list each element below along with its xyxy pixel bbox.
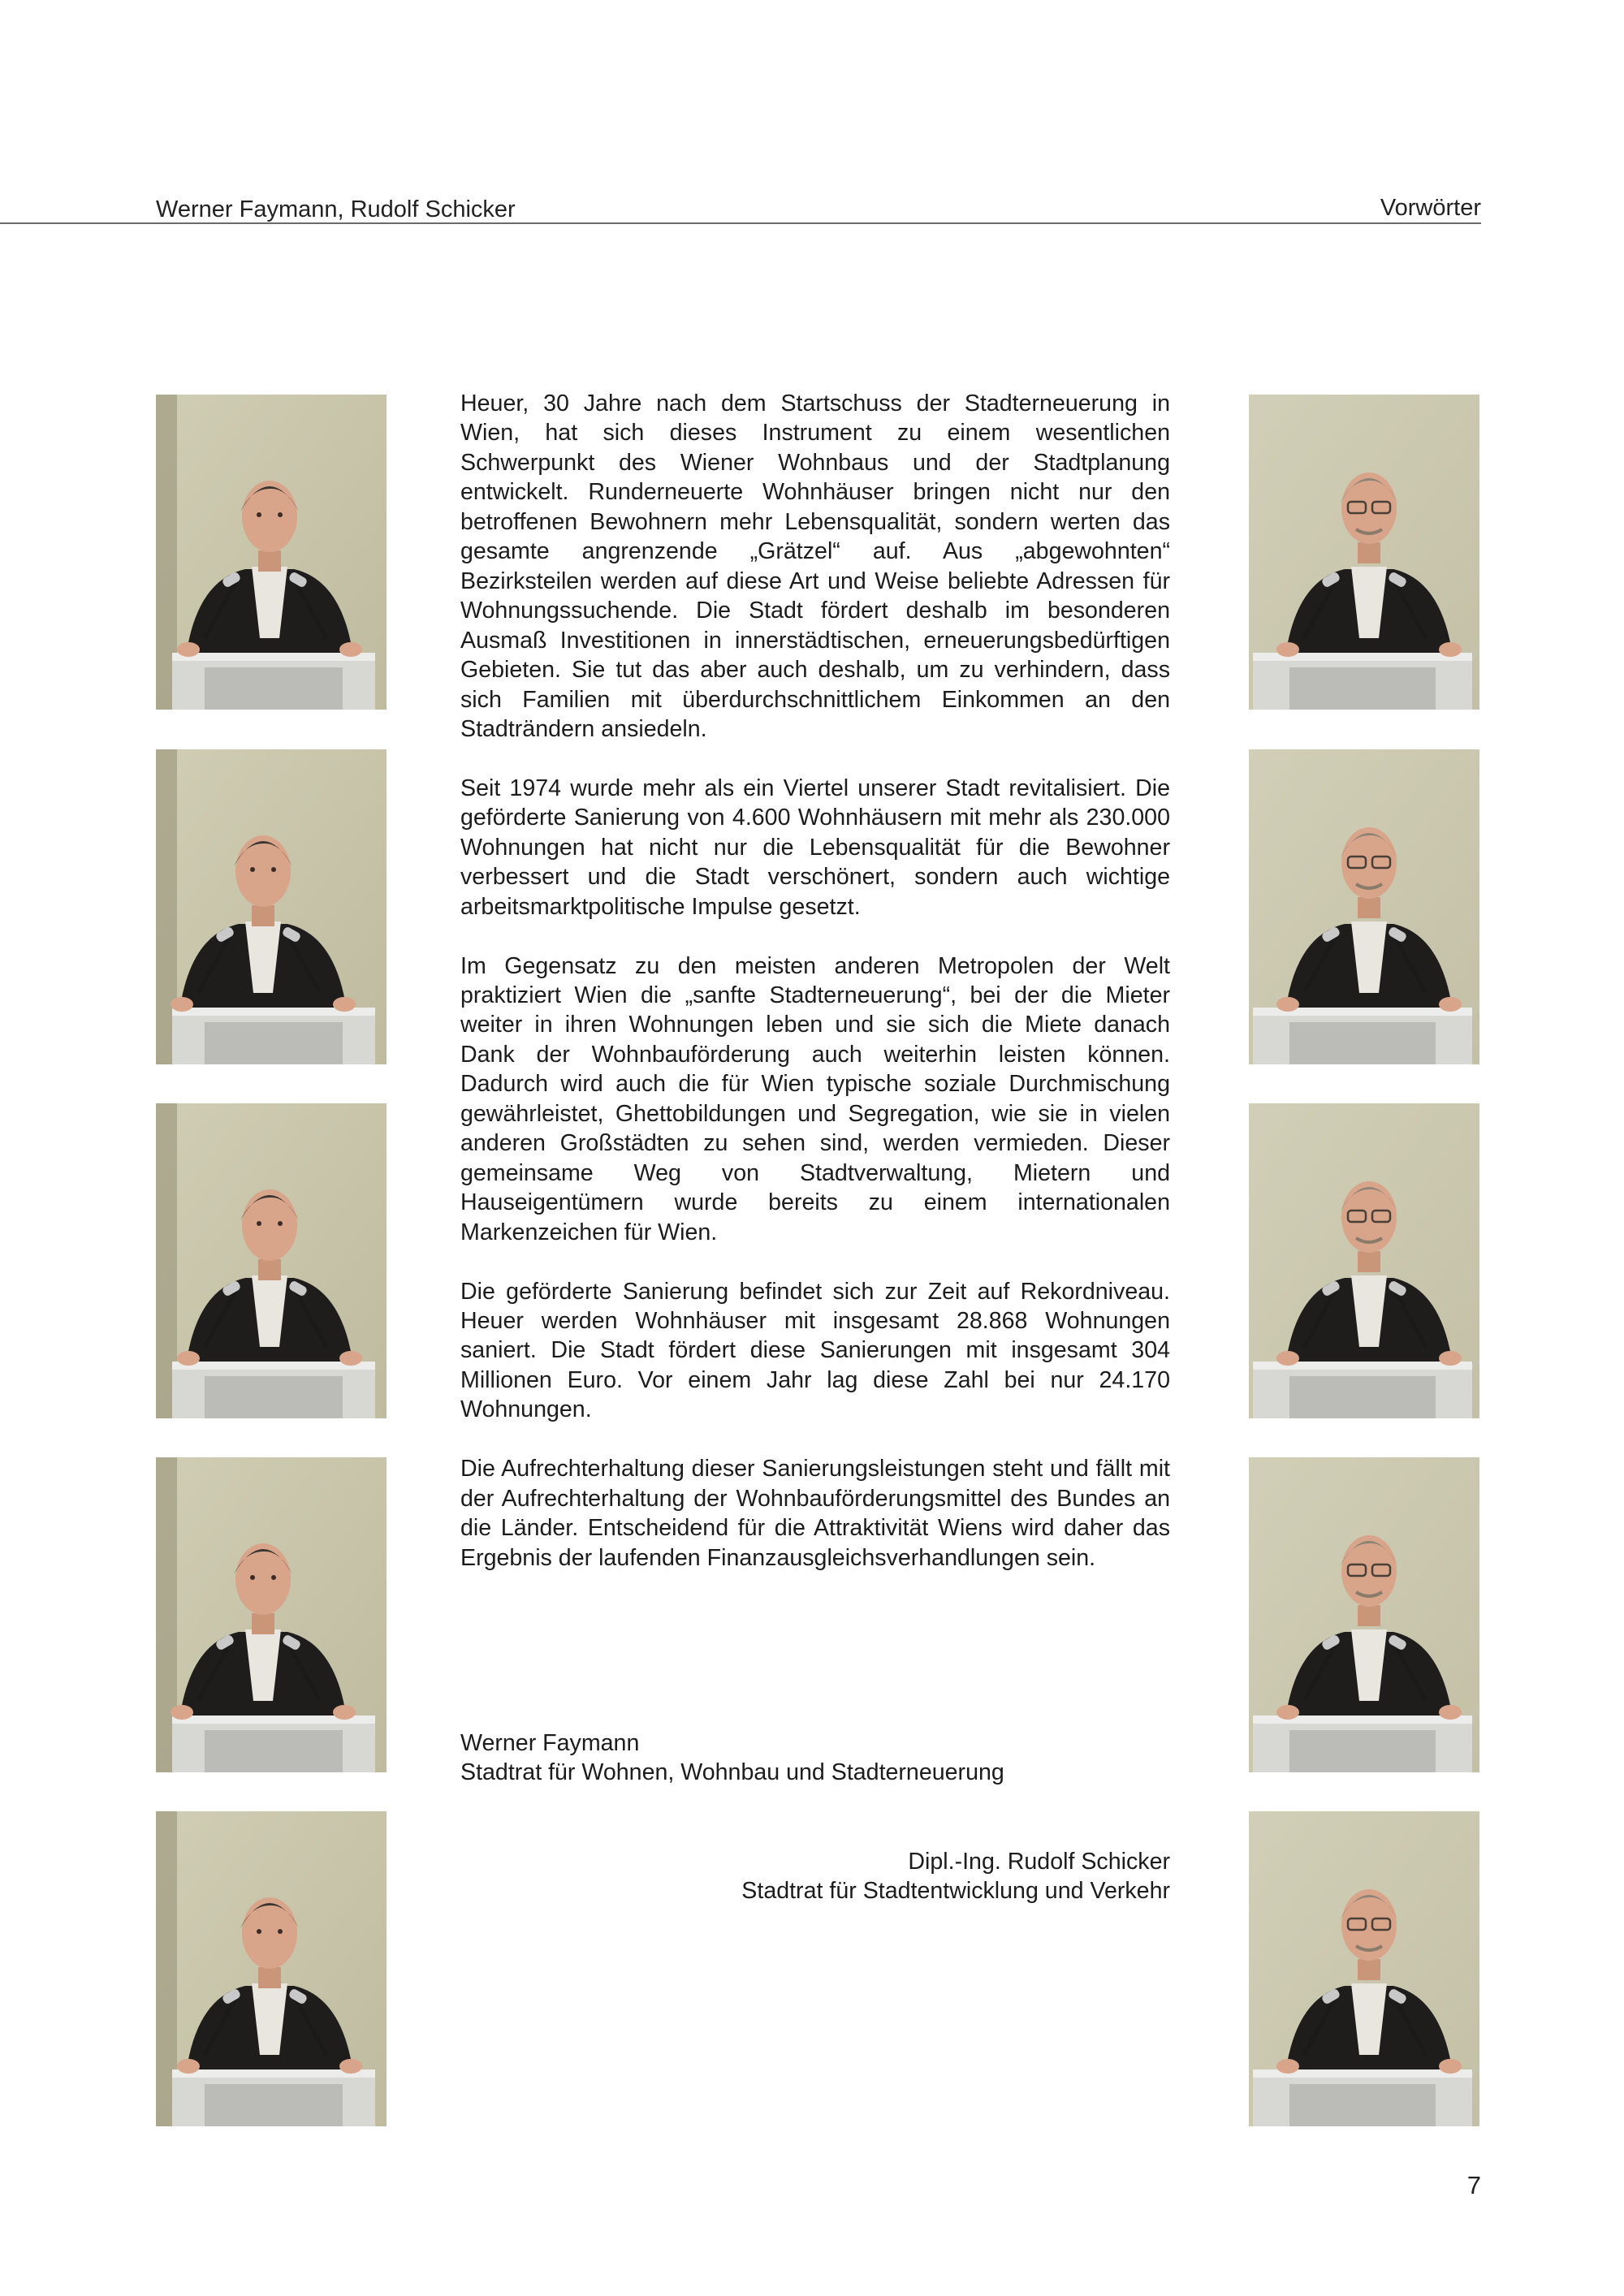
photo-speaker-right-2 xyxy=(1249,749,1479,1064)
header-rule xyxy=(0,222,1481,224)
paragraph-4: Die geförderte Sanierung befindet sich zur Zeit auf Rekordniveau. Heuer werden Wohnhäuser mit insgesamt 28.868 Wohnungen saniert. Die Stadt fördert diese Sanierungen mit insgesamt 304 Millionen Euro. Vor einem Jahr lag diese Zahl bei nur 24.170 Wohnungen. xyxy=(460,1278,1170,1423)
signature-schicker xyxy=(460,1847,1170,1906)
photo-speaker-right-5 xyxy=(1249,1811,1479,2126)
signature-name: Dipl.-Ing. Rudolf Schicker xyxy=(908,1849,1170,1875)
signature-title: Stadtrat für Wohnen, Wohnbau und Stadterneuerung xyxy=(460,1759,1004,1786)
photo-speaker-left-3 xyxy=(156,1103,387,1418)
paragraph-5: Die Aufrechterhaltung dieser Sanierungsleistungen steht und fällt mit der Aufrechterhaltung der Wohnbauförderungsmittel des Bundes an die Länder. Entscheidend für die Attraktivität Wiens wird daher das Ergebnis der laufenden Finanzausgleichsverhandlungen sein. xyxy=(460,1456,1170,1571)
signature-title: Stadtrat für Stadtentwicklung und Verkehr xyxy=(741,1878,1170,1905)
photo-speaker-left-5 xyxy=(156,1811,387,2126)
page-number: 7 xyxy=(1466,2171,1481,2199)
photo-speaker-left-4 xyxy=(156,1457,387,1772)
photo-speaker-right-3 xyxy=(1249,1103,1479,1418)
photo-speaker-left-2 xyxy=(156,749,387,1064)
paragraph-1: Heuer, 30 Jahre nach dem Startschuss der Stadterneuerung in Wien, hat sich dieses Instrument zu einem wesentlichen Schwerpunkt des Wiener Wohnbaus und der Stadtplanung entwickelt. Runderneuerte Wohnhäuser bringen nicht nur den betroffenen Bewohnern mehr Lebensqualität, sondern werten das gesamte angrenzende „Grätzel“ auf. Aus „abgewohnten“ Bezirksteilen werden auf diese Art und Weise beliebte Adressen für Wohnungssuchende. Die Stadt fördert deshalb im besonderen Ausmaß Investitionen in innerstädtischen, erneuerungsbedürftigen Gebieten. Sie tut das aber auch deshalb, um zu verhindern, dass sich Familien mit überdurchschnittlichem Einkommen an den Stadträndern ansiedeln. xyxy=(460,391,1170,742)
paragraph-3: Im Gegensatz zu den meisten anderen Metropolen der Welt praktiziert Wien die „sanfte Stadterneuerung“, bei der die Mieter weiter in ihren Wohnungen leben und sie sich die Miete danach Dank der Wohnbauförderung auch weiterhin leisten können. Dadurch wird auch die für Wien typische soziale Durchmischung gewährleistet, Ghettobildungen und Segregation, wie sie in vielen anderen Großstädten zu sehen sind, werden vermieden. Dieser gemeinsame Weg von Stadtverwaltung, Mietern und Hauseigentümern wurde bereits zu einem internationalen Markenzeichen für Wien. xyxy=(460,952,1170,1245)
signature-name: Werner Faymann xyxy=(460,1730,640,1756)
header-authors: Werner Faymann, Rudolf Schicker xyxy=(156,196,516,222)
paragraph-2: Seit 1974 wurde mehr als ein Viertel unserer Stadt revitalisiert. Die geförderte Sanierung von 4.600 Wohnhäusern mit mehr als 230.000 Wohnungen hat nicht nur die Lebensqualität für die Bewohner verbessert und die Stadt verschönert, sondern auch wichtige arbeitsmarktpolitische Impulse gesetzt. xyxy=(460,775,1170,920)
header-section-title: Vorwörter xyxy=(1380,195,1481,221)
body-text xyxy=(460,389,1170,1603)
photo-speaker-left-1 xyxy=(156,395,387,710)
photo-speaker-right-1 xyxy=(1249,395,1479,710)
photo-speaker-right-4 xyxy=(1249,1457,1479,1772)
signature-faymann xyxy=(460,1728,1004,1788)
